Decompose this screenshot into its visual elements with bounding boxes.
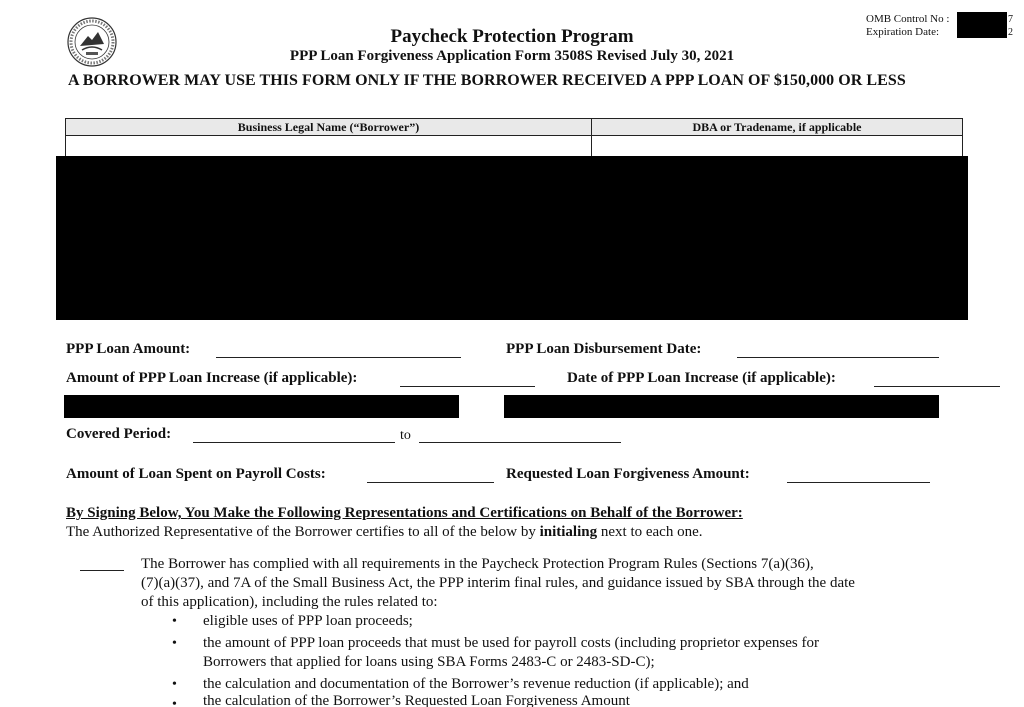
bullet-item-payroll-amount-line-2: Borrowers that applied for loans using SBA Forms 2483-C or 2483-SD-C); <box>203 654 655 670</box>
certifications-intro <box>66 524 703 541</box>
increase-date-label: Date of PPP Loan Increase (if applicable): <box>567 370 836 386</box>
omb-control-label: OMB Control No : <box>866 13 950 25</box>
payroll-costs-field[interactable] <box>367 482 494 483</box>
redaction-row-left <box>64 395 459 418</box>
omb-control-number-tail: 7 <box>1008 14 1013 25</box>
forgiveness-amount-label: Requested Loan Forgiveness Amount: <box>506 466 750 482</box>
bullet-icon: • <box>172 614 177 629</box>
certifications-heading: By Signing Below, You Make the Following Representations and Certifications on Behalf of the Borrower: <box>66 505 743 521</box>
covered-period-label: Covered Period: <box>66 426 172 442</box>
disbursement-date-field[interactable] <box>737 357 939 358</box>
intro-text-end: next to each one. <box>597 524 703 540</box>
forgiveness-amount-field[interactable] <box>787 482 930 483</box>
covered-period-to-label: to <box>400 428 411 443</box>
certification-paragraph-line-3: of this application), including the rules related to: <box>141 594 438 610</box>
page-title: Paycheck Protection Program <box>390 26 634 47</box>
payroll-costs-label: Amount of Loan Spent on Payroll Costs: <box>66 466 326 482</box>
loan-amount-label: PPP Loan Amount: <box>66 341 191 357</box>
loan-increase-label: Amount of PPP Loan Increase (if applicable): <box>66 370 358 386</box>
business-legal-name-header: Business Legal Name (“Borrower”) <box>66 119 592 135</box>
business-name-table <box>65 118 963 157</box>
certification-paragraph-line-2: (7)(a)(37), and 7A of the Small Business Act, the PPP interim final rules, and guidance issued by SBA through the date <box>141 575 855 591</box>
certification-paragraph-line-1: The Borrower has complied with all requirements in the Paycheck Protection Program Rules (Sections 7(a)(36), <box>141 556 814 572</box>
loan-increase-field[interactable] <box>400 386 535 387</box>
increase-date-field[interactable] <box>874 386 1000 387</box>
redaction-omb <box>957 12 1007 38</box>
expiration-date-tail: 2 <box>1008 27 1013 38</box>
omb-block <box>866 13 949 39</box>
covered-period-start-field[interactable] <box>193 442 395 443</box>
bullet-item-forgiveness-calculation: the calculation of the Borrower’s Requested Loan Forgiveness Amount <box>203 693 630 707</box>
redaction-row-right <box>504 395 939 418</box>
initial-field[interactable] <box>80 570 124 571</box>
bullet-item-revenue-reduction: the calculation and documentation of the Borrower’s revenue reduction (if applicable); and <box>203 676 749 692</box>
form-subtitle: PPP Loan Forgiveness Application Form 3508S Revised July 30, 2021 <box>289 48 735 64</box>
covered-period-end-field[interactable] <box>419 442 621 443</box>
expiration-date-label: Expiration Date: <box>866 26 940 38</box>
disbursement-date-label: PPP Loan Disbursement Date: <box>506 341 702 357</box>
loan-amount-field[interactable] <box>216 357 461 358</box>
bullet-icon: • <box>172 677 177 692</box>
bullet-item-payroll-amount-line-1: the amount of PPP loan proceeds that must be used for payroll costs (including proprietor expenses for <box>203 635 819 651</box>
intro-text-initialing: initialing <box>539 524 598 540</box>
bullet-icon: • <box>172 636 177 651</box>
bullet-item-eligible-uses: eligible uses of PPP loan proceeds; <box>203 613 413 629</box>
dba-tradename-header: DBA or Tradename, if applicable <box>692 120 862 134</box>
dba-tradename-field[interactable] <box>592 136 962 156</box>
eligibility-notice: A BORROWER MAY USE THIS FORM ONLY IF THE BORROWER RECEIVED A PPP LOAN OF $150,000 OR LESS <box>68 72 906 89</box>
business-legal-name-field[interactable] <box>66 136 592 156</box>
redaction-borrower-details <box>56 156 968 320</box>
bullet-icon: • <box>172 697 177 707</box>
intro-text-start: The Authorized Representative of the Borrower certifies to all of the below by <box>66 524 540 540</box>
